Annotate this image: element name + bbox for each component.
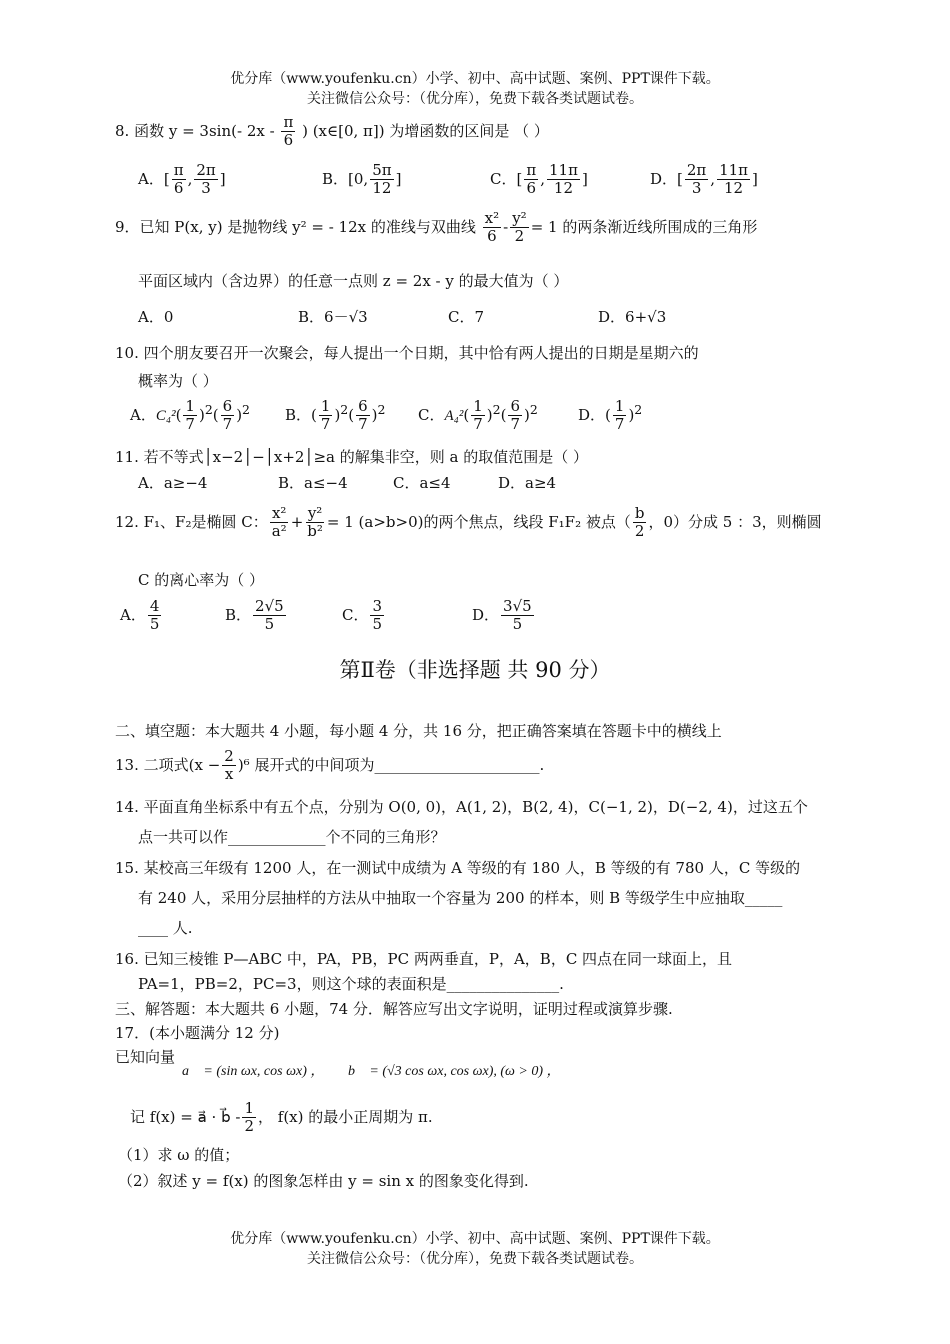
question-17-part1: （1）求 ω 的值； (118, 1146, 240, 1164)
question-15-line3: ____ 人. (138, 919, 193, 937)
question-17-title: 17．(本小题满分 12 分) (115, 1024, 280, 1042)
option-11a: A．a≥−4 (138, 474, 208, 492)
question-17-part2: （2）叙述 y = f(x) 的图象怎样由 y = sin x 的图象变化得到. (118, 1172, 529, 1190)
question-17-given: 已知向量 (115, 1048, 176, 1066)
question-17-line3: 记 f(x) = a⃗ · b⃗ - $\frac{1}{2}$ ， f(x) 的最小正周期为 π. (130, 1099, 433, 1136)
question-13: 13. 二项式(x − $\frac{2}{x}$ )⁶ 展开式的中间项为______________________. (115, 747, 545, 784)
fraction: $\frac{\pi}{6}$ (283, 113, 294, 150)
option-10b: B．( $\frac{1}{7}$ )$^2$( $\frac{6}{7}$ )$^2$ (285, 397, 386, 434)
option-11c: C．a≤4 (393, 474, 451, 492)
question-15-line2: 有 240 人，采用分层抽样的方法从中抽取一个容量为 200 的样本，则 B 等级学生中应抽取_____ (138, 889, 783, 907)
option-12c: C． $\frac{3}{5}$ (342, 597, 383, 634)
vector-b-definition: b⃗ = (√3 cos ωx, cos ωx), (ω > 0) ， (348, 1064, 561, 1079)
page-header-line1: 优分库（www.youfenku.cn）小学、初中、高中试题、案例、PPT课件下载。 (230, 71, 720, 87)
option-8b: B．[0, $\frac{5\pi}{12}$ ] (322, 161, 402, 198)
question-15-line1: 15. 某校高三年级有 1200 人，在一测试中成绩为 A 等级的有 180 人，B 等级的有 780 人，C 等级的 (115, 859, 801, 877)
option-12a: A． $\frac{4}{5}$ (120, 597, 160, 634)
question-10-line2: 概率为（ ） (138, 372, 218, 390)
question-16-line1: 16. 已知三棱锥 P—ABC 中，PA，PB，PC 两两垂直，P，A，B，C 四点在同一球面上，且 (115, 950, 733, 968)
option-8c: C．[ $\frac{\pi}{6}$ , $\frac{11\pi}{12}$ ] (490, 161, 588, 198)
question-9-stem: 9．已知 P(x, y) 是抛物线 y² = - 12x 的准线与双曲线 $\frac{\text{x²}}{6}$ - $\frac{\text{y²}}{2}$ = 1 的两条渐近线所围成的三角形 (115, 209, 758, 246)
question-8-stem: 8. 函数 y = 3sin(- 2x - $\frac{\pi}{6}$ ) (x∈[0, π]) 为增函数的区间是 （ ） (115, 113, 549, 150)
question-16-line2: PA=1，PB=2，PC=3，则这个球的表面积是_______________. (138, 975, 564, 993)
solve-intro: 三、解答题：本大题共 6 小题，74 分．解答应写出文字说明，证明过程或演算步骤. (115, 1000, 673, 1018)
vector-a-definition: a⃗ = (sin ωx, cos ωx) ， (182, 1064, 325, 1079)
question-11-stem: 11. 若不等式│x−2│−│x+2│≥a 的解集非空，则 a 的取值范围是（ ） (115, 448, 588, 466)
question-14-line1: 14. 平面直角坐标系中有五个点，分别为 O(0, 0)，A(1, 2)，B(2, 4)，C(−1, 2)，D(−2, 4)，过这五个 (115, 798, 808, 816)
page-footer-line2: 关注微信公众号：（优分库），免费下载各类试题试卷。 (307, 1251, 643, 1267)
option-9b: B．6－√3 (298, 308, 368, 326)
option-8d: D．[ $\frac{2\pi}{3}$ , $\frac{11\pi}{12}$ ] (650, 161, 758, 198)
option-10d: D．( $\frac{1}{7}$ )$^2$ (578, 397, 643, 434)
option-9c: C．7 (448, 308, 485, 326)
option-12b: B． $\frac{2√5}{5}$ (225, 597, 284, 634)
fill-in-intro: 二、填空题：本大题共 4 小题，每小题 4 分，共 16 分，把正确答案填在答题卡中的横线上 (115, 722, 722, 740)
option-10a: A．C₄²( $\frac{1}{7}$ )$^2$( $\frac{6}{7}$ )$^2$ (130, 397, 250, 434)
question-14-line2: 点一共可以作_____________个不同的三角形？ (138, 828, 446, 846)
section-2-title: 第Ⅱ卷（非选择题 共 90 分） (339, 658, 611, 682)
option-11b: B．a≤−4 (278, 474, 348, 492)
option-11d: D．a≥4 (498, 474, 557, 492)
question-10-line1: 10. 四个朋友要召开一次聚会，每人提出一个日期，其中恰有两人提出的日期是星期六的 (115, 344, 699, 362)
page-header-line2: 关注微信公众号：（优分库），免费下载各类试题试卷。 (307, 91, 643, 107)
option-8a: A．[ $\frac{\pi}{6}$ , $\frac{2\pi}{3}$ ] (138, 161, 226, 198)
option-9a: A．0 (138, 308, 174, 326)
page-footer-line1: 优分库（www.youfenku.cn）小学、初中、高中试题、案例、PPT课件下载。 (230, 1231, 720, 1247)
question-9-line2: 平面区域内（含边界）的任意一点则 z = 2x - y 的最大值为（ ） (138, 272, 569, 290)
option-9d: D．6+√3 (598, 308, 667, 326)
option-10c: C．A₄²( $\frac{1}{7}$ )$^2$( $\frac{6}{7}$ )$^2$ (418, 397, 538, 434)
question-12-line2: C 的离心率为（ ） (138, 571, 265, 589)
question-12-stem: 12. F₁、F₂是椭圆 C： $\frac{\text{x²}}{\text{a²}}$ + $\frac{\text{y²}}{\text{b²}}$ = 1 (a>b>0)的两个焦点，线段 F₁F₂ 被点（ $\frac{b}{2}$ ，0）分成 5 ：3，则椭圆 (115, 504, 822, 541)
option-12d: D． $\frac{3√5}{5}$ (472, 597, 532, 634)
